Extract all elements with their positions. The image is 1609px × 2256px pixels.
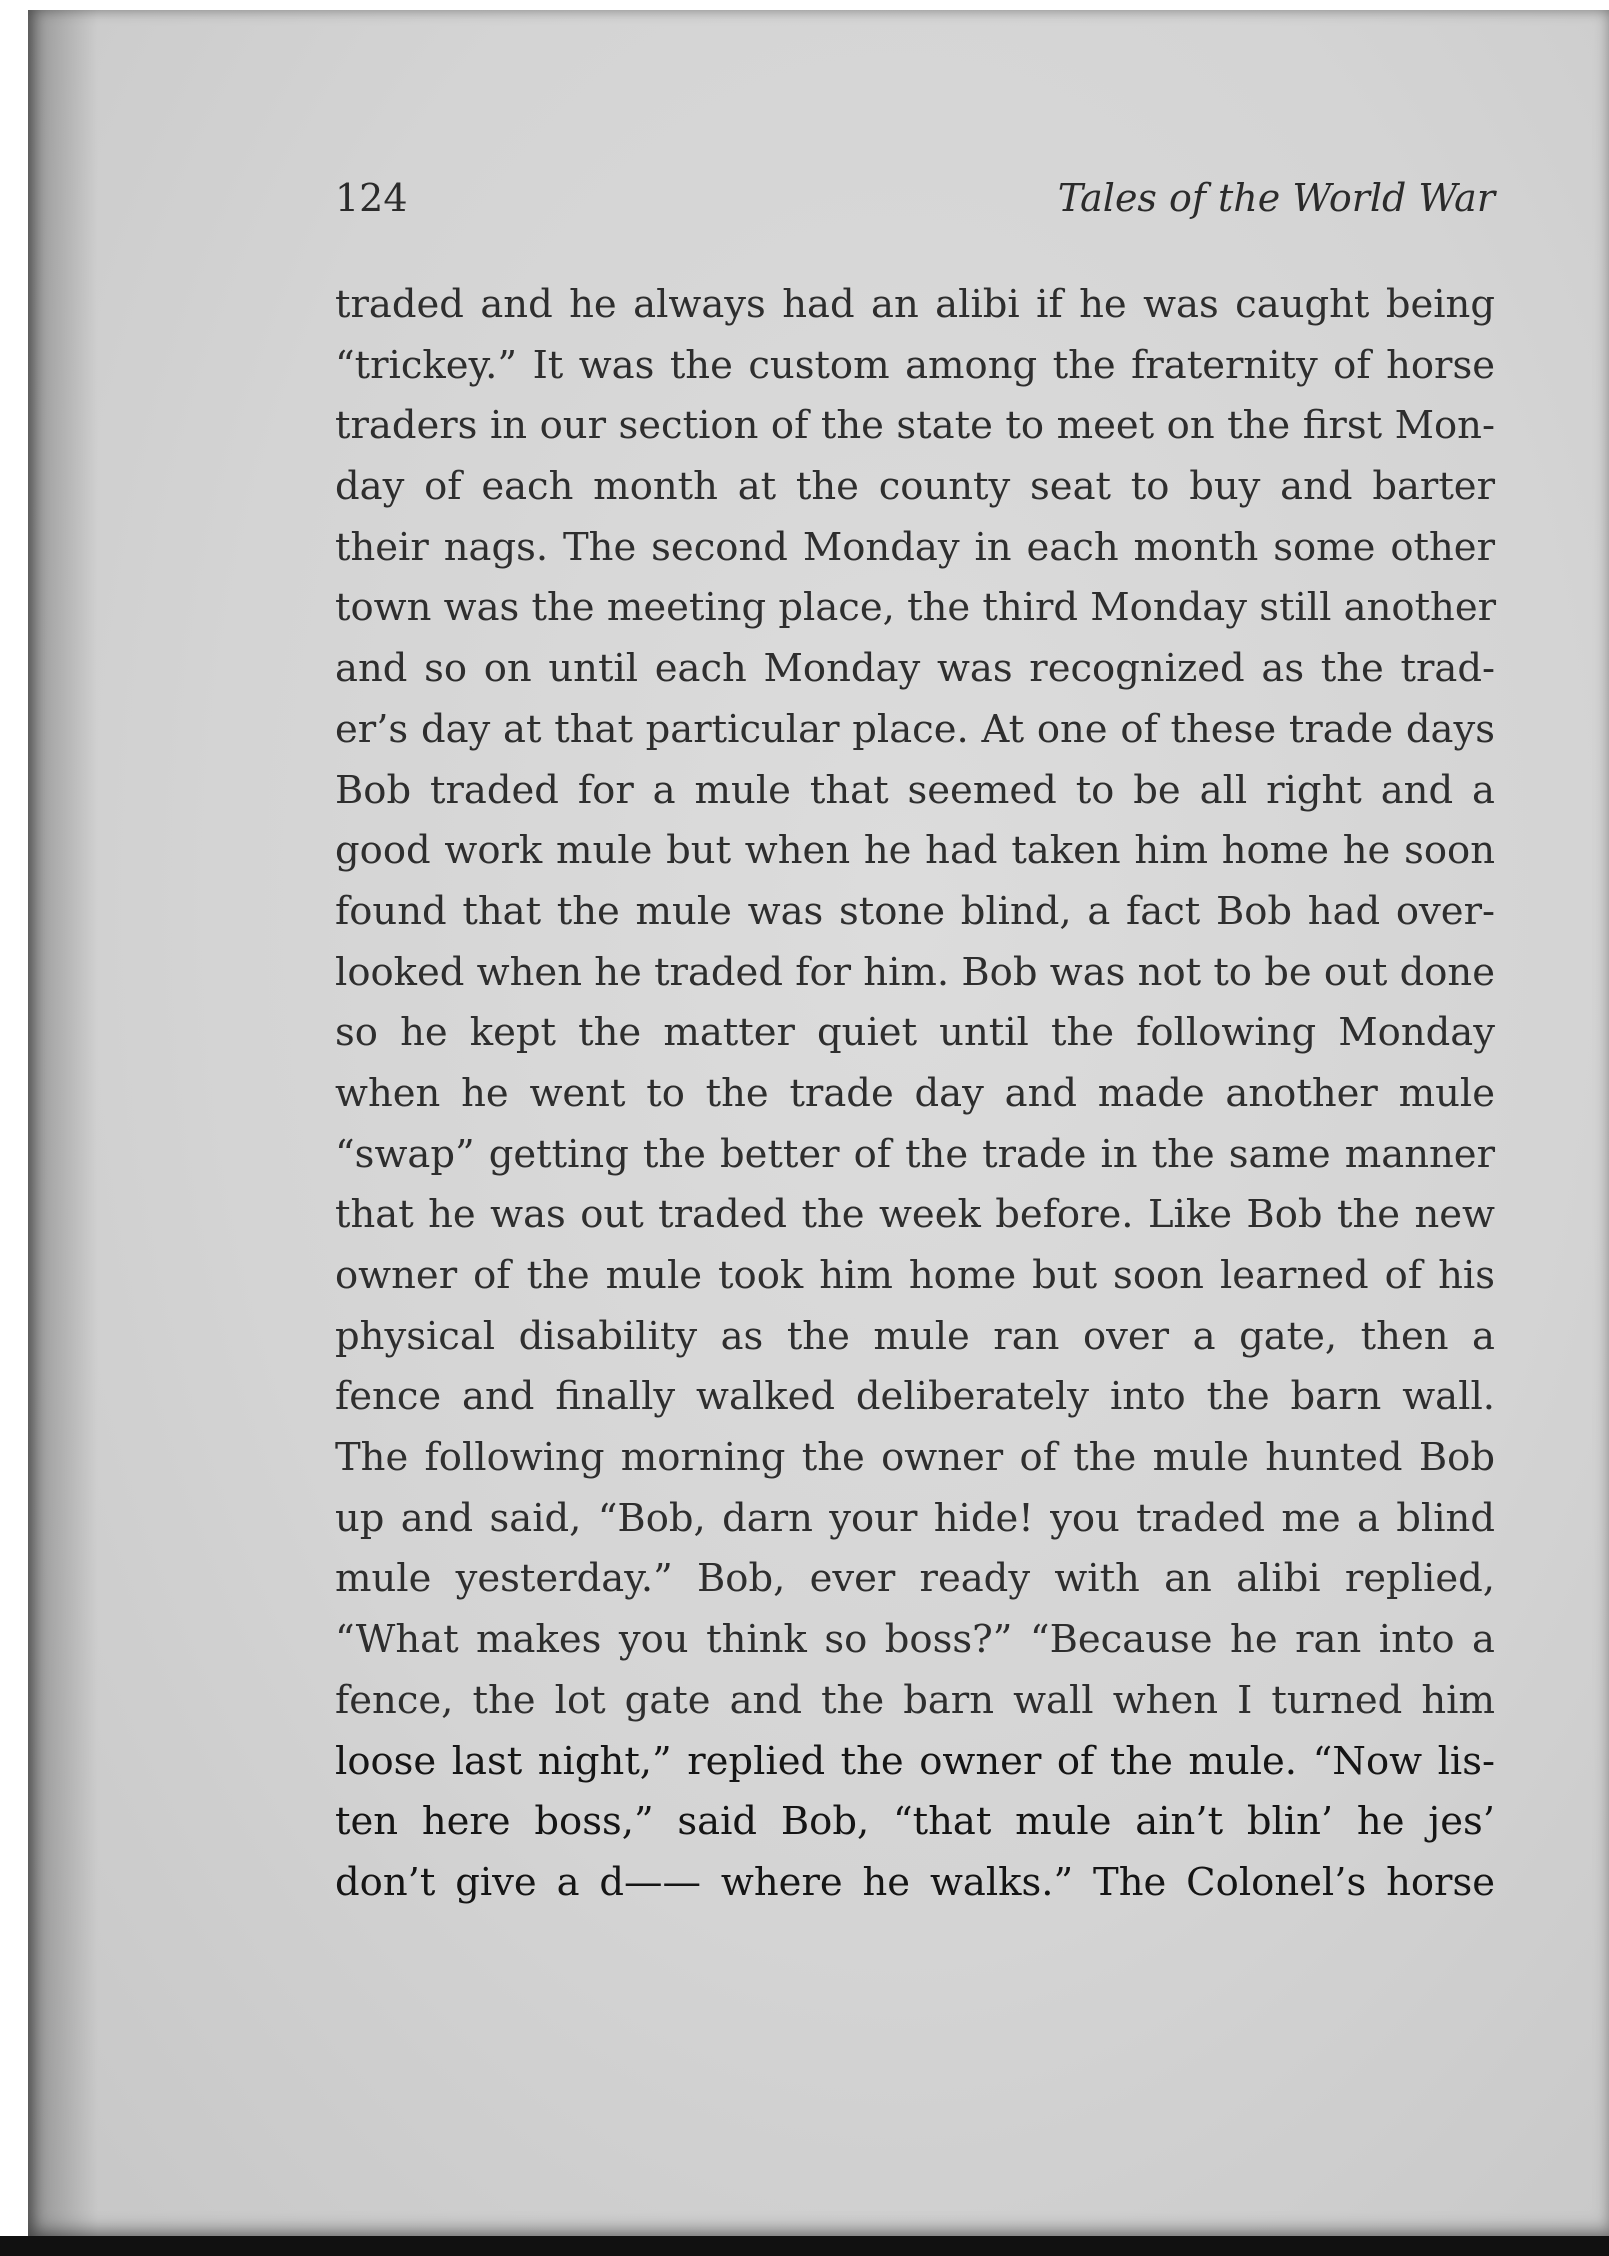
text-line: ten here boss,” said Bob, “that mule ain’t blin’ he jes’ — [335, 1799, 1495, 1845]
text-line: “swap” getting the better of the trade in the same manner — [335, 1131, 1495, 1177]
text-line: so he kept the matter quiet until the following Monday — [335, 1010, 1495, 1056]
spine-shadow — [28, 10, 98, 2236]
text-line: physical disability as the mule ran over a gate, then a — [335, 1313, 1495, 1359]
text-line: The following morning the owner of the mule hunted Bob — [335, 1435, 1495, 1481]
text-line: traded and he always had an alibi if he was caught being — [335, 282, 1495, 327]
text-line: looked when he traded for him. Bob was not to be out done — [335, 949, 1495, 995]
running-head — [335, 170, 1495, 240]
book-title: Tales of the World War — [1057, 176, 1495, 220]
text-line: and so on until each Monday was recognized as the trad- — [335, 646, 1495, 692]
text-line: Bob traded for a mule that seemed to be all right and a — [335, 767, 1495, 813]
body-text — [335, 275, 1495, 1914]
text-line: day of each month at the county seat to buy and barter — [335, 464, 1495, 510]
page-number: 124 — [335, 176, 408, 220]
text-line: fence, the lot gate and the barn wall when I turned him — [335, 1677, 1495, 1723]
text-line: fence and finally walked deliberately into the barn wall. — [335, 1374, 1495, 1420]
text-line: “trickey.” It was the custom among the fraternity of horse — [335, 342, 1495, 388]
page-bottom-edge — [0, 2236, 1609, 2256]
text-line: up and said, “Bob, darn your hide! you traded me a blind — [335, 1495, 1495, 1541]
text-line: mule yesterday.” Bob, ever ready with an alibi replied, — [335, 1556, 1495, 1602]
text-line: town was the meeting place, the third Monday still another — [335, 585, 1497, 631]
text-line: that he was out traded the week before. Like Bob the new — [335, 1192, 1495, 1238]
text-line: found that the mule was stone blind, a fact Bob had over- — [335, 888, 1495, 934]
text-line: their nags. The second Monday in each month some other — [335, 524, 1495, 570]
text-line: er’s day at that particular place. At one of these trade days — [335, 706, 1495, 752]
text-line: traders in our section of the state to meet on the first Mon- — [335, 403, 1495, 449]
text-line: good work mule but when he had taken him home he soon — [335, 828, 1495, 874]
text-line: don’t give a d—— where he walks.” The Colonel’s horse — [335, 1859, 1495, 1905]
text-line: loose last night,” replied the owner of the mule. “Now lis- — [335, 1738, 1495, 1784]
text-line: “What makes you think so boss?” “Because he ran into a — [335, 1617, 1495, 1663]
text-line: when he went to the trade day and made another mule — [335, 1070, 1495, 1116]
text-line: owner of the mule took him home but soon learned of his — [335, 1253, 1495, 1298]
